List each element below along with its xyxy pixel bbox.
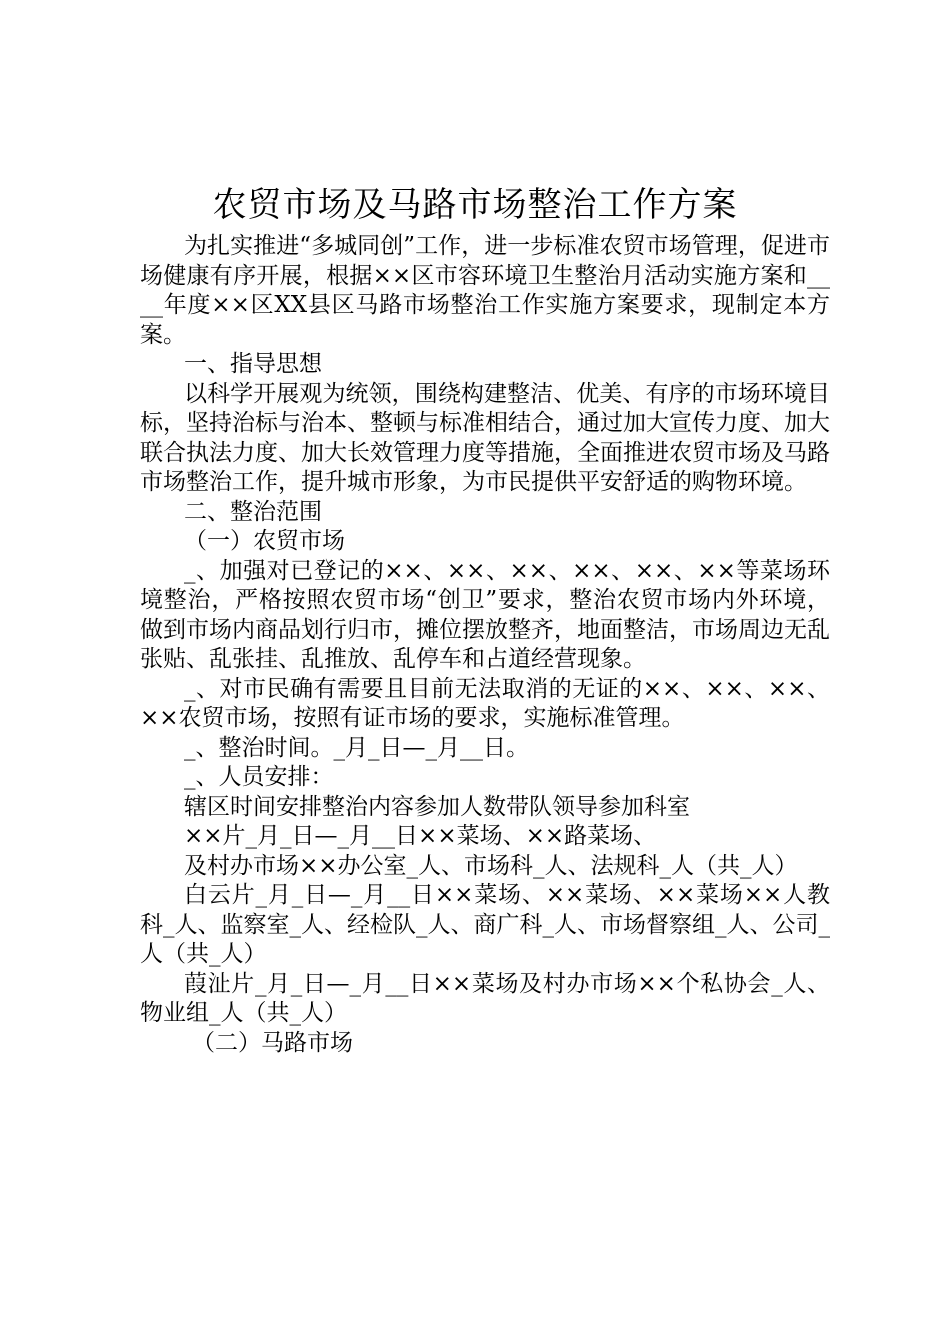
farmers-market-item-3: _、整治时间。_月_日—_月__日。	[184, 734, 529, 761]
farmers-market-item-2: _、对市民确有需要且目前无法取消的无证的××、××、××、××农贸市场，按照有证市场的要求，实施标准管理。	[140, 675, 830, 731]
document-body	[140, 232, 830, 1058]
schedule-header-line: 辖区时间安排整治内容参加人数带队领导参加科室	[184, 793, 690, 820]
subsection-heading-farmers-market: （一）农贸市场	[184, 528, 345, 554]
farmers-market-item-4: _、人员安排：	[184, 764, 334, 790]
schedule-row-3: 葭沚片_月_日—_月__日××菜场及村办市场××个私协会_人、物业组_人（共_人）	[140, 970, 830, 1026]
section-heading-scope: 二、整治范围	[184, 498, 322, 525]
section-heading-guiding-ideology: 一、指导思想	[184, 351, 322, 377]
farmers-market-item-1: _、加强对已登记的××、××、××、××、××、××等菜场环境整治，严格按照农贸市场“创卫”要求，整治农贸市场内外环境，做到市场内商品划行归市，摊位摆放整齐，地面整洁，市场周边无乱张贴、乱张挂、乱推放、乱停车和占道经营现象。	[140, 557, 830, 672]
intro-paragraph: 为扎实推进“多城同创”工作，进一步标准农贸市场管理，促进市场健康有序开展，根据××区市容环境卫生整治月活动实施方案和____年度××区XX县区马路市场整治工作实施方案要求，现制定本方案。	[140, 233, 830, 348]
schedule-row-1-continued: 及村办市场××办公室_人、市场科_人、法规科_人（共_人）	[184, 852, 798, 879]
guiding-ideology-paragraph: 以科学开展观为统领，围绕构建整洁、优美、有序的市场环境目标，坚持治标与治本、整顿与标准相结合，通过加大宣传力度、加大联合执法力度、加大长效管理力度等措施，全面推进农贸市场及马路市场整治工作，提升城市形象，为市民提供平安舒适的购物环境。	[140, 380, 830, 495]
schedule-row-2: 白云片_月_日—_月__日××菜场、××菜场、××菜场××人教科_人、监察室_人、经检队_人、商广科_人、市场督察组_人、公司_人（共_人）	[140, 882, 830, 967]
subsection-heading-street-market: （二）马路市场	[192, 1029, 353, 1056]
document-title: 农贸市场及马路市场整治工作方案	[212, 185, 738, 225]
schedule-row-1: ××片_月_日—_月__日××菜场、××路菜场、	[184, 823, 657, 849]
